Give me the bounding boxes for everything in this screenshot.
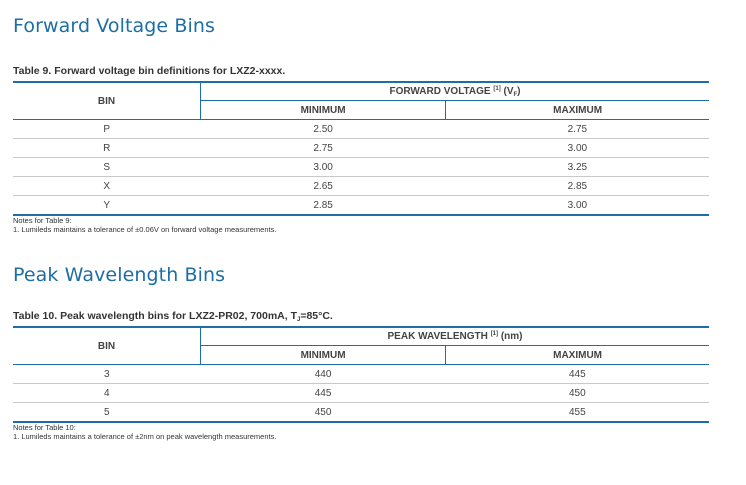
cell-bin: Y [13, 196, 201, 216]
cell-maximum: 3.00 [446, 139, 709, 158]
cell-bin: 3 [13, 365, 201, 384]
note-item: 1. Lumileds maintains a tolerance of ±2nm on peak wavelength measurements. [13, 432, 277, 441]
table-caption [13, 310, 333, 323]
notes-title: Notes for Table 9: [13, 216, 72, 225]
peak-wavelength-table [13, 326, 709, 423]
table-row [13, 384, 709, 403]
cell-maximum: 3.00 [446, 196, 709, 216]
table-row [13, 177, 709, 196]
table-row [13, 365, 709, 384]
cell-minimum: 440 [201, 365, 446, 384]
group-header-label: FORWARD VOLTAGE [389, 85, 491, 97]
cell-bin: P [13, 120, 201, 139]
group-header-label: PEAK WAVELENGTH [387, 331, 488, 342]
cell-minimum: 2.85 [201, 196, 446, 216]
cell-minimum: 445 [201, 384, 446, 403]
forward-voltage-table [13, 81, 709, 216]
table-caption: Table 9. Forward voltage bin definitions for LXZ2-xxxx. [13, 65, 286, 77]
caption-subscript: J [296, 317, 301, 323]
column-header-maximum: MAXIMUM [446, 346, 709, 365]
column-header-maximum: MAXIMUM [446, 101, 709, 120]
cell-maximum: 450 [446, 384, 709, 403]
unit-open: (V [503, 85, 514, 97]
cell-maximum: 3.25 [446, 158, 709, 177]
table-notes [13, 216, 276, 234]
caption-text: Table 10. Peak wavelength bins for LXZ2-PR02, 700mA, T [13, 310, 297, 322]
cell-bin: S [13, 158, 201, 177]
cell-bin: 5 [13, 403, 201, 423]
cell-minimum: 450 [201, 403, 446, 423]
cell-bin: R [13, 139, 201, 158]
cell-minimum: 2.75 [201, 139, 446, 158]
cell-maximum: 2.85 [446, 177, 709, 196]
column-header-bin: BIN [13, 327, 201, 365]
column-group-header-forward-voltage [201, 82, 710, 101]
footnote-marker: [1] [493, 85, 501, 92]
cell-bin: X [13, 177, 201, 196]
table-row [13, 196, 709, 216]
section-title-forward-voltage: Forward Voltage Bins [13, 15, 216, 37]
cell-maximum: 2.75 [446, 120, 709, 139]
cell-minimum: 2.65 [201, 177, 446, 196]
cell-maximum: 445 [446, 365, 709, 384]
notes-title: Notes for Table 10: [13, 423, 76, 432]
table-row [13, 158, 709, 177]
column-header-bin: BIN [13, 82, 201, 120]
unit-close: ) [517, 85, 521, 97]
unit-label: (nm) [500, 331, 523, 342]
cell-minimum: 2.50 [201, 120, 446, 139]
cell-maximum: 455 [446, 403, 709, 423]
table-row [13, 403, 709, 423]
table-row [13, 139, 709, 158]
caption-text-end: =85°C. [300, 310, 333, 322]
note-item: 1. Lumileds maintains a tolerance of ±0.06V on forward voltage measurements. [13, 225, 277, 234]
section-title-peak-wavelength: Peak Wavelength Bins [13, 264, 226, 286]
column-group-header-peak-wavelength [201, 327, 710, 346]
footnote-marker: [1] [490, 331, 499, 337]
column-header-minimum: MINIMUM [201, 346, 446, 365]
cell-bin: 4 [13, 384, 201, 403]
cell-minimum: 3.00 [201, 158, 446, 177]
column-header-minimum: MINIMUM [201, 101, 446, 120]
unit-subscript: F [513, 91, 518, 98]
table-notes [13, 423, 276, 441]
table-row [13, 120, 709, 139]
